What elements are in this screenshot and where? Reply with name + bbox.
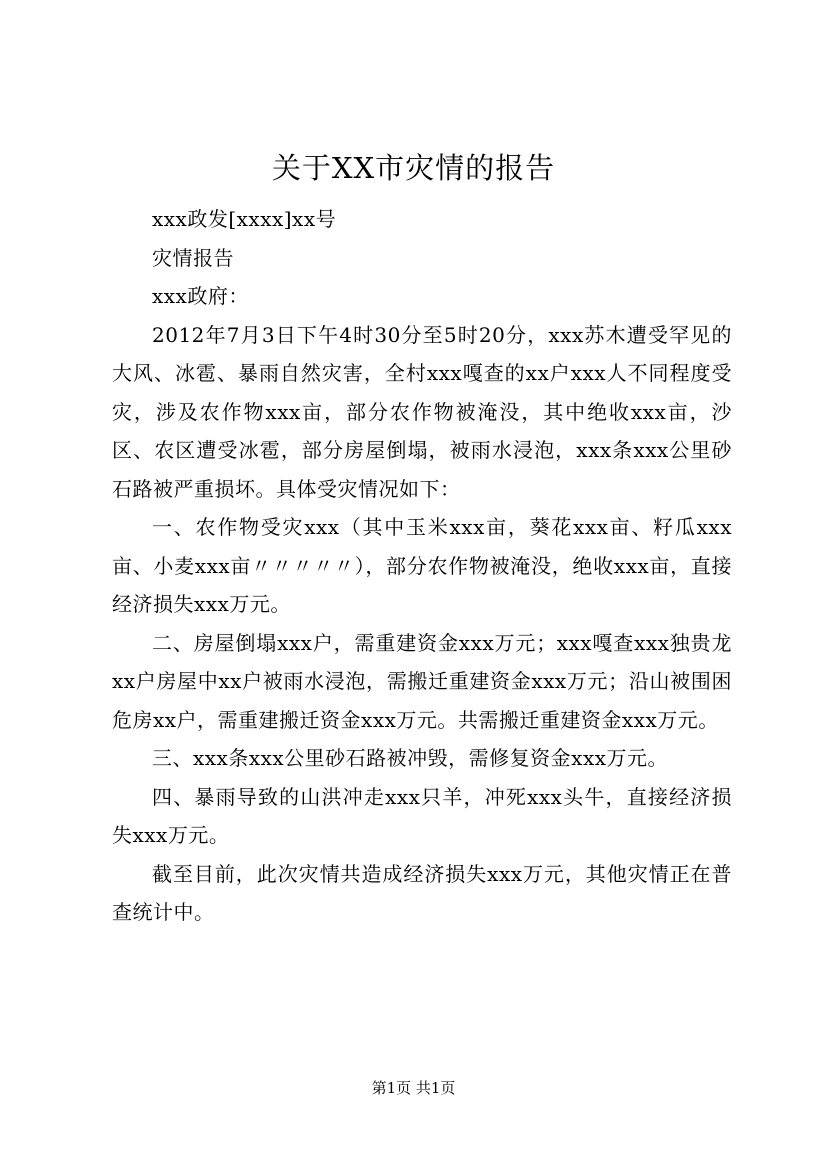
- paragraph-roads: 三、xxx条xxx公里砂石路被冲毁，需修复资金xxx万元。: [152, 746, 669, 770]
- paragraph-summary: 截至目前，此次灾情共造成经济损失xxx万元，其他灾情正在普查统计中。: [112, 861, 732, 924]
- paragraph-livestock: 四、暴雨导致的山洪冲走xxx只羊，冲死xxx头牛，直接经济损失xxx万元。: [112, 784, 732, 847]
- document-number: xxx政发[xxxx]xx号: [152, 207, 337, 231]
- document-title: 关于XX市灾情的报告: [271, 151, 556, 185]
- paragraph-housing: 二、房屋倒塌xxx户，需重建资金xxx万元；xxx嘎查xxx独贵龙xx户房屋中xx户被雨水浸泡，需搬迁重建资金xxx万元；沿山被围困危房xx户，需重建搬迁资金xxx万元。共需搬迁重建资金xxx万元。: [112, 630, 732, 732]
- page-number-footer: 第1页 共1页: [371, 1079, 456, 1097]
- paragraph-intro: 2012年7月3日下午4时30分至5时20分，xxx苏木遭受罕见的大风、冰雹、暴雨自然灾害，全村xxx嘎查的xx户xxx人不同程度受灾，涉及农作物xxx亩，部分农作物被淹没，其中绝收xxx亩，沙区、农区遭受冰雹，部分房屋倒塌，被雨水浸泡，xxx条xxx公里砂石路被严重损坏。具体受灾情况如下：: [112, 322, 732, 501]
- document-type: 灾情报告: [152, 245, 234, 270]
- addressee: xxx政府：: [152, 284, 249, 308]
- document-body: [112, 200, 732, 932]
- paragraph-crops: 一、农作物受灾xxx（其中玉米xxx亩，葵花xxx亩、籽瓜xxx亩、小麦xxx亩〃〃〃〃〃），部分农作物被淹没，绝收xxx亩，直接经济损失xxx万元。: [112, 515, 732, 616]
